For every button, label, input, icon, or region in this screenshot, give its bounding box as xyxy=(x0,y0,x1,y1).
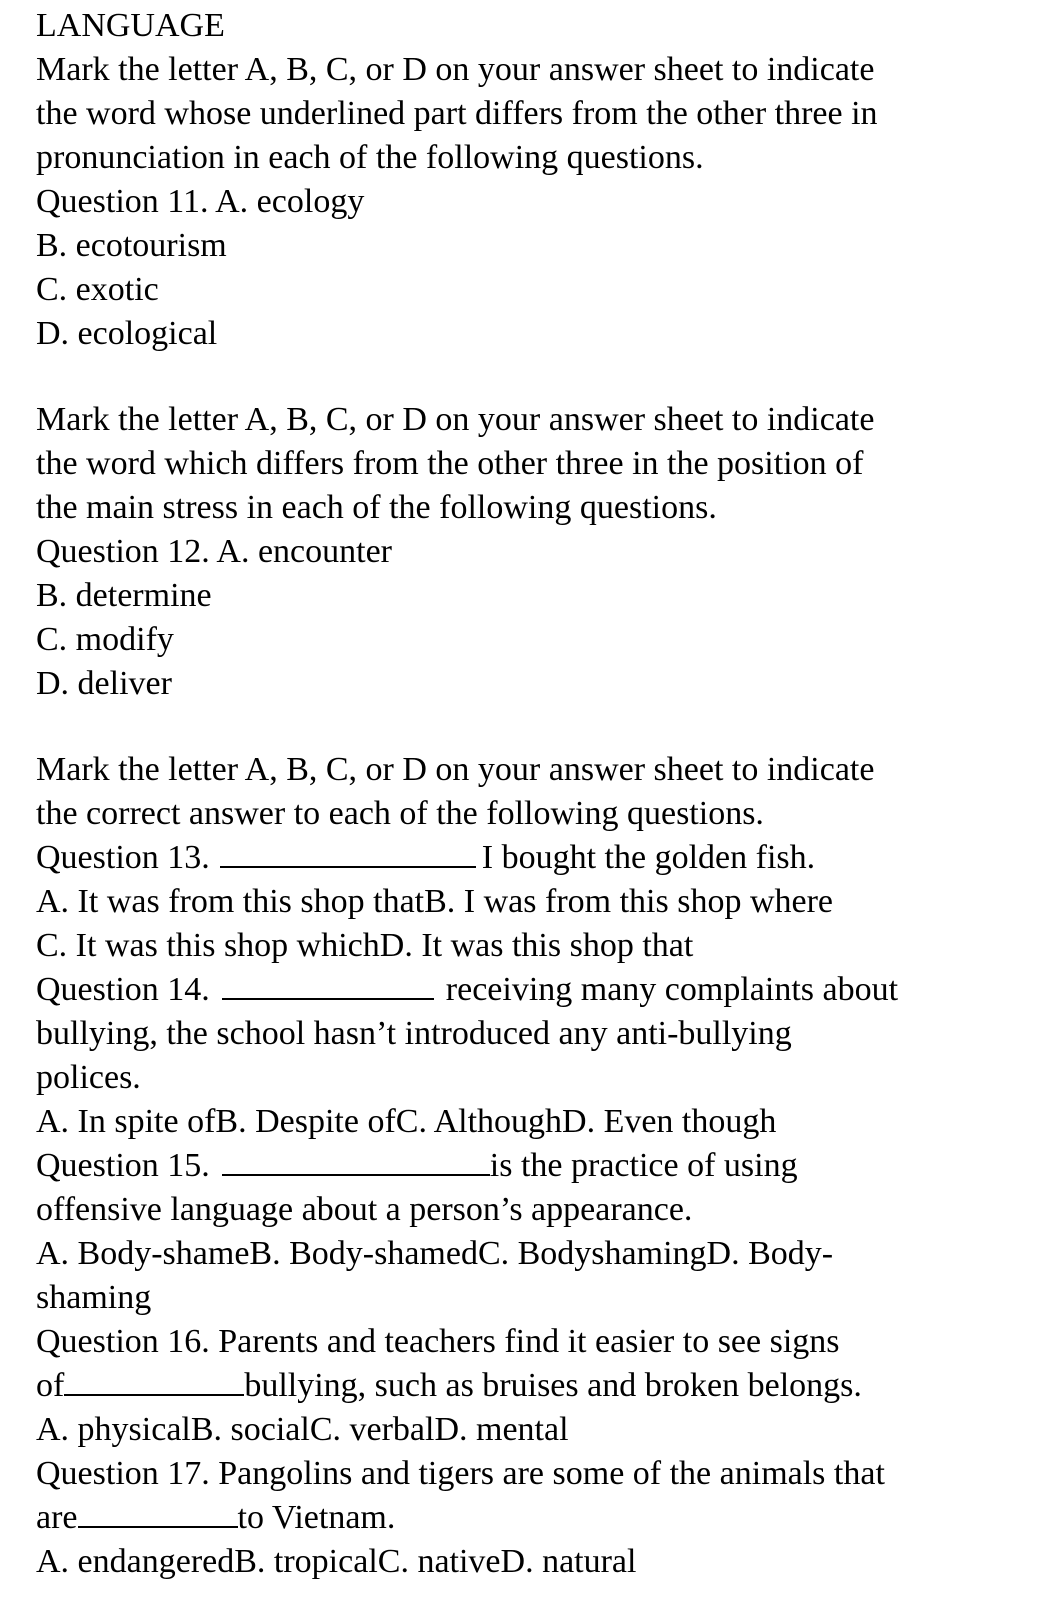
question-16-options-line: A. physicalB. socialC. verbalD. mental xyxy=(36,1411,569,1448)
question-13-options-line: C. It was this shop whichD. It was this shop that xyxy=(36,927,694,964)
pronunciation-instruction-line: Mark the letter A, B, C, or D on your answer sheet to indicate xyxy=(36,51,875,88)
question-17-options-line: A. endangeredB. tropicalC. nativeD. natural xyxy=(36,1543,637,1580)
question-15-options-line: shaming xyxy=(36,1279,152,1316)
question-12-option-b: B. determine xyxy=(36,577,212,614)
question-17-blank xyxy=(78,1496,238,1528)
grammar-instruction-line: Mark the letter A, B, C, or D on your answer sheet to indicate xyxy=(36,751,875,788)
question-12-option-a: Question 12. A. encounter xyxy=(36,533,392,570)
question-13-text: I bought the golden fish. xyxy=(481,839,816,876)
pronunciation-section xyxy=(36,48,1018,356)
section-spacer xyxy=(36,706,1018,748)
question-11-option-d: D. ecological xyxy=(36,315,218,352)
section-heading: LANGUAGE xyxy=(36,7,225,44)
question-15-options-line: A. Body-shameB. Body-shamedC. BodyshamingD. Body- xyxy=(36,1235,834,1272)
question-13-number: Question 13. xyxy=(36,839,210,876)
stress-instruction-line: Mark the letter A, B, C, or D on your answer sheet to indicate xyxy=(36,401,875,438)
question-14-stem xyxy=(36,968,1018,1012)
pronunciation-instruction-line: the word whose underlined part differs from the other three in xyxy=(36,95,878,132)
question-12-option-d: D. deliver xyxy=(36,665,172,702)
question-11-option-a: Question 11. A. ecology xyxy=(36,183,365,220)
question-15-number: Question 15. xyxy=(36,1147,210,1184)
question-17-stem-line xyxy=(36,1496,1018,1540)
question-17-text-after: to Vietnam. xyxy=(237,1499,396,1536)
question-16-text-before: of xyxy=(36,1367,65,1404)
question-14-number: Question 14. xyxy=(36,971,210,1008)
question-16-text-after: bullying, such as bruises and broken belongs. xyxy=(244,1367,862,1404)
question-13-options-line: A. It was from this shop thatB. I was from this shop where xyxy=(36,883,834,920)
question-14-blank xyxy=(222,968,434,1000)
question-11-option-c: C. exotic xyxy=(36,271,159,308)
question-14-text: receiving many complaints about xyxy=(445,971,899,1008)
question-13-blank xyxy=(220,836,476,868)
question-15-stem xyxy=(36,1144,1018,1188)
section-spacer xyxy=(36,356,1018,398)
question-13-stem xyxy=(36,836,1018,880)
question-11-option-b: B. ecotourism xyxy=(36,227,227,264)
grammar-section xyxy=(36,748,1018,1584)
question-14-stem-line: polices. xyxy=(36,1059,141,1096)
question-15-blank xyxy=(222,1144,490,1176)
question-14-stem-line: bullying, the school hasn’t introduced any anti-bullying xyxy=(36,1015,792,1052)
question-16-stem-line xyxy=(36,1364,1018,1408)
question-17-stem: Question 17. Pangolins and tigers are some of the animals that xyxy=(36,1455,885,1492)
stress-instruction-line: the main stress in each of the following questions. xyxy=(36,489,717,526)
question-15-stem-line: offensive language about a person’s appearance. xyxy=(36,1191,693,1228)
question-16-blank xyxy=(64,1364,244,1396)
stress-instruction-line: the word which differs from the other three in the position of xyxy=(36,445,864,482)
stress-section xyxy=(36,398,1018,706)
question-16-stem: Question 16. Parents and teachers find it easier to see signs xyxy=(36,1323,840,1360)
pronunciation-instruction-line: pronunciation in each of the following questions. xyxy=(36,139,704,176)
question-14-options-line: A. In spite ofB. Despite ofC. AlthoughD. Even though xyxy=(36,1103,777,1140)
question-15-text: is the practice of using xyxy=(489,1147,798,1184)
question-17-text-before: are xyxy=(36,1499,78,1536)
question-12-option-c: C. modify xyxy=(36,621,174,658)
grammar-instruction-line: the correct answer to each of the following questions. xyxy=(36,795,764,832)
